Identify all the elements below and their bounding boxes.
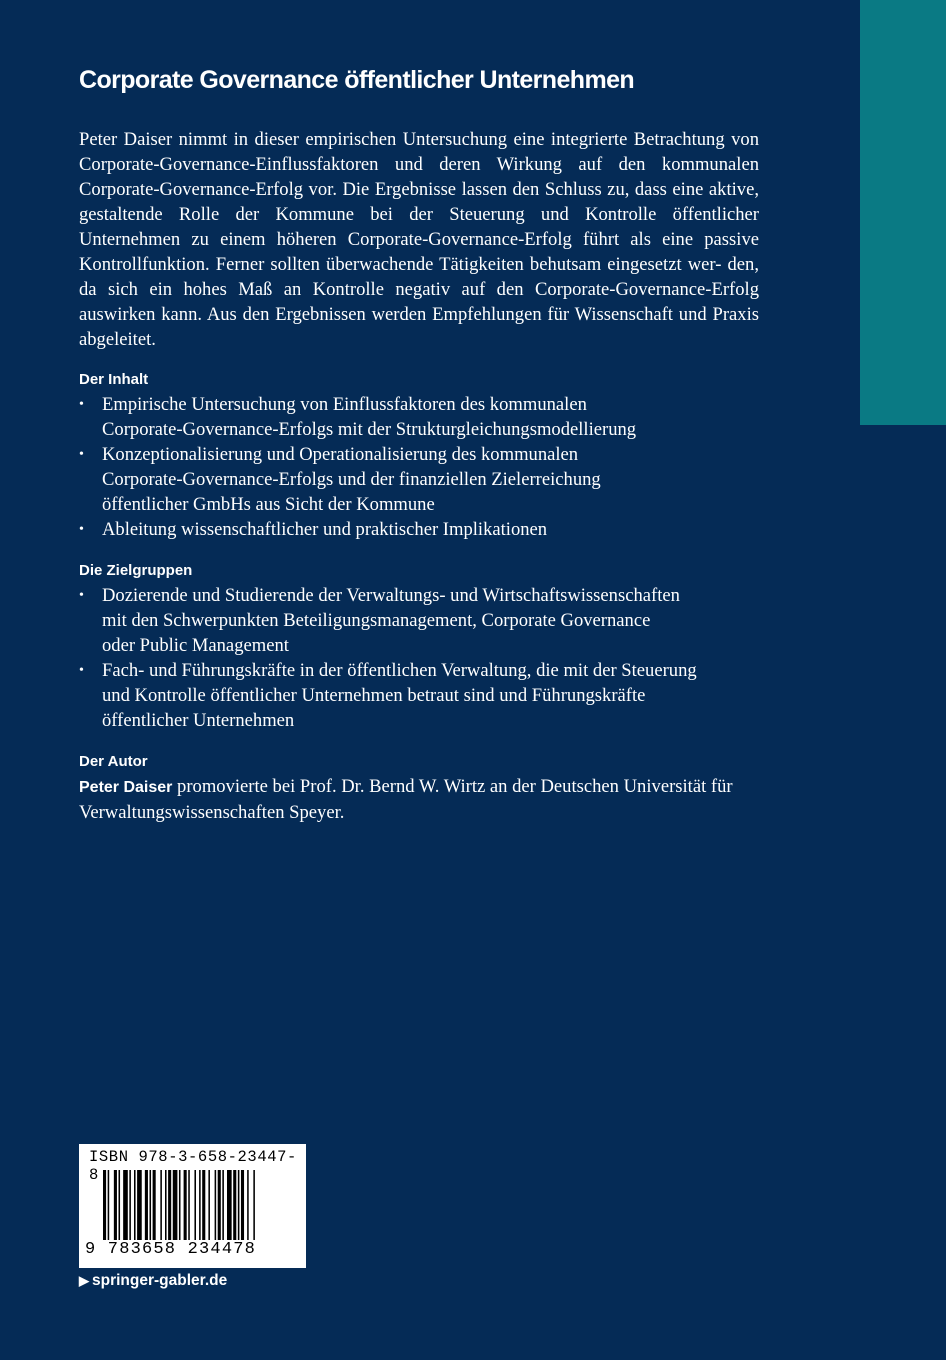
- barcode-bar: [194, 1170, 196, 1240]
- barcode-bar: [179, 1170, 181, 1240]
- barcode-bar: [129, 1170, 131, 1240]
- teal-accent-band: [860, 0, 946, 425]
- barcode-bar: [184, 1170, 187, 1240]
- barcode-bar: [173, 1170, 178, 1240]
- book-title: Corporate Governance öffentlicher Unternehmen: [79, 66, 635, 94]
- barcode-bar: [199, 1170, 201, 1240]
- barcode-bar: [227, 1170, 232, 1240]
- bullet-dot: •: [79, 588, 84, 603]
- barcode-bar: [108, 1170, 110, 1240]
- intro-line: aktive, gestaltende Rolle der Kommune bei der Steuerung und Kontrolle öffentlicher: [79, 179, 759, 225]
- bullet-dot: •: [79, 522, 84, 537]
- publisher-url[interactable]: ▶ springer-gabler.de: [79, 1272, 228, 1289]
- barcode-bar: [123, 1170, 128, 1240]
- list-item: • Fach- und Führungskräfte in der öffentlichen Verwaltung, die mit der Steuerung und Kontrolle öffentlicher Unternehmen betraut sind und Führungskräfte öffentlicher Unternehmen: [79, 660, 697, 731]
- intro-line: auswirken kann. Aus den Ergebnissen werden Empfehlungen für Wissenschaft und: [79, 304, 707, 325]
- barcode-bar: [215, 1170, 217, 1240]
- barcode-bar: [134, 1170, 136, 1240]
- bullet-dot: •: [79, 447, 84, 462]
- intro-line: den, da sich ein hohes Maß an Kontrolle negativ auf den Corporate-Governance-Erfolg: [79, 254, 759, 300]
- barcode: [103, 1170, 299, 1240]
- list-item: • Dozierende und Studierende der Verwaltungs- und Wirtschaftswissenschaften mit den Schwerpunkten Beteiligungsmanagement, Corporate Governance oder Public Management: [79, 585, 680, 656]
- intro-line: Kontrollfunktion. Ferner sollten überwachende Tätigkeiten behutsam eingesetzt wer-: [79, 254, 722, 275]
- barcode-bar: [238, 1170, 240, 1240]
- bullet-dot: •: [79, 397, 84, 412]
- autor-paragraph: Peter Daiser promovierte bei Prof. Dr. Bernd W. Wirtz an der Deutschen Universität für Verwaltungswissenschaften Speyer.: [79, 776, 733, 823]
- zielgruppen-heading: Die Zielgruppen: [79, 562, 193, 579]
- barcode-bar: [222, 1170, 224, 1240]
- triangle-right-icon: ▶: [79, 1273, 89, 1288]
- barcode-bar: [202, 1170, 205, 1240]
- barcode-bar: [153, 1170, 156, 1240]
- barcode-bar: [160, 1170, 162, 1240]
- barcode-bar: [208, 1170, 210, 1240]
- barcode-bar: [233, 1170, 236, 1240]
- list-item: • Ableitung wissenschaftlicher und praktischer Implikationen: [79, 519, 548, 540]
- back-cover-content: [79, 62, 759, 825]
- barcode-bar: [103, 1170, 106, 1240]
- intro-line: Praxis abgeleitet.: [79, 304, 759, 350]
- list-item: • Konzeptionalisierung und Operationalisierung des kommunalen Corporate-Governance-Erfolgs und der finanziellen Zielerreichung öffentlicher GmbHs aus Sicht der Kommune: [79, 444, 601, 515]
- barcode-bar: [137, 1170, 142, 1240]
- zielgruppen-list: [79, 583, 759, 733]
- barcode-bar: [145, 1170, 148, 1240]
- autor-heading: Der Autor: [79, 753, 148, 770]
- barcode-bar: [165, 1170, 167, 1240]
- intro-line: Unternehmen zu einem höheren Corporate-Governance-Erfolg führt als eine passive: [79, 229, 759, 250]
- intro-line: von Corporate-Governance-Einflussfaktoren und deren Wirkung auf den kommunalen: [79, 129, 759, 175]
- isbn-barcode-box: [79, 1144, 306, 1268]
- intro-line: Corporate-Governance-Erfolg vor. Die Ergebnisse lassen den Schluss zu, dass eine: [79, 179, 704, 200]
- intro-line: Peter Daiser nimmt in dieser empirischen Untersuchung eine integrierte Betrachtung: [79, 129, 725, 150]
- inhalt-list: [79, 392, 759, 542]
- intro-paragraph: [79, 127, 759, 352]
- author-name: Peter Daiser: [79, 779, 173, 796]
- barcode-bar: [188, 1170, 190, 1240]
- isbn-label: ISBN 978-3-658-23447-8: [89, 1148, 297, 1184]
- barcode-bar: [218, 1170, 221, 1240]
- barcode-digits: 9 783658 234478: [85, 1240, 257, 1259]
- barcode-bar: [253, 1170, 255, 1240]
- barcode-bar: [241, 1170, 244, 1240]
- barcode-bar: [119, 1170, 121, 1240]
- barcode-bar: [247, 1170, 249, 1240]
- list-item: • Empirische Untersuchung von Einflussfaktoren des kommunalen Corporate-Governance-Erfolgs mit der Strukturgleichungsmodellierung: [79, 394, 637, 440]
- bullet-dot: •: [79, 663, 84, 678]
- barcode-bar: [168, 1170, 171, 1240]
- barcode-bar: [114, 1170, 117, 1240]
- barcode-bar: [150, 1170, 152, 1240]
- inhalt-heading: Der Inhalt: [79, 371, 149, 388]
